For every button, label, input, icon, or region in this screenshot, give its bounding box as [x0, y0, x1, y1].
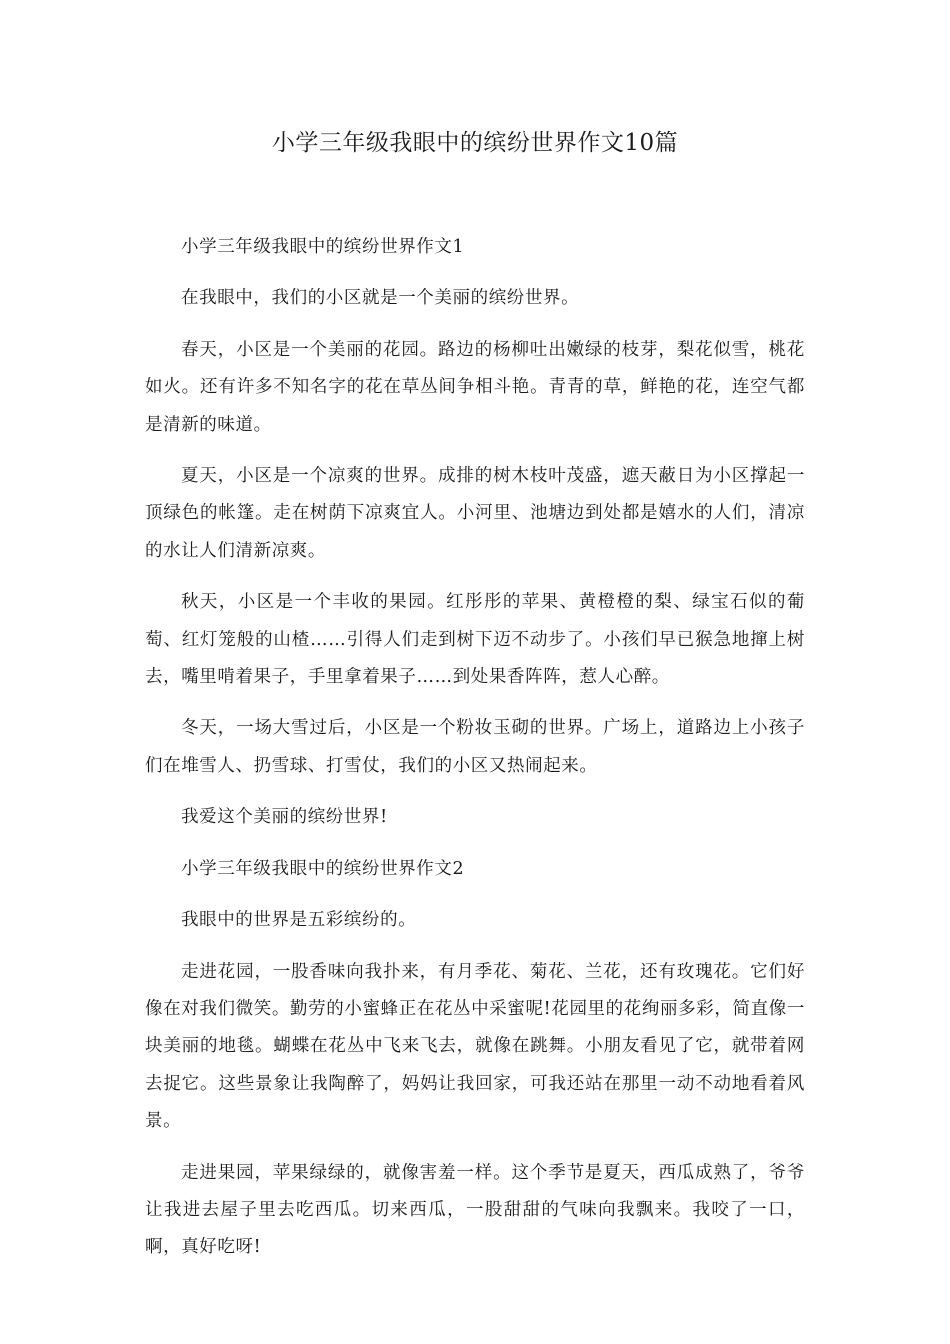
- section-heading: 小学三年级我眼中的缤纷世界作文1: [181, 237, 465, 257]
- body-paragraph: 夏天，小区是一个凉爽的世界。成排的树木枝叶茂盛，遮天蔽日为小区撑起一顶绿色的帐篷。走在树荫下凉爽宜人。小河里、池塘边到处都是嬉水的人们，清凉的水让人们清新凉爽。: [145, 466, 805, 561]
- body-paragraph: 走进果园，苹果绿绿的，就像害羞一样。这个季节是夏天，西瓜成熟了，爷爷让我进去屋子里去吃西瓜。切来西瓜，一股甜甜的气味向我飘来。我咬了一口，啊，真好吃呀!: [145, 1162, 805, 1258]
- body-paragraph: 我爱这个美丽的缤纷世界!: [181, 807, 388, 828]
- section-heading: 小学三年级我眼中的缤纷世界作文2: [181, 858, 465, 879]
- body-paragraph: 春天，小区是一个美丽的花园。路边的杨柳吐出嫩绿的枝芽，梨花似雪，桃花如火。还有许多不知名字的花在草丛间争相斗艳。青青的草，鲜艳的花，连空气都是清新的味道。: [145, 339, 805, 435]
- body-paragraph: 我眼中的世界是五彩缤纷的。: [181, 910, 417, 931]
- document-body: [145, 229, 805, 1281]
- body-paragraph: 冬天，一场大雪过后，小区是一个粉妆玉砌的世界。广场上，道路边上小孩子们在堆雪人、扔雪球、打雪仗，我们的小区又热闹起来。: [145, 718, 805, 776]
- body-paragraph: 在我眼中，我们的小区就是一个美丽的缤纷世界。: [181, 288, 580, 309]
- body-paragraph: 走进花园，一股香味向我扑来，有月季花、菊花、兰花，还有玫瑰花。它们好像在对我们微笑。勤劳的小蜜蜂正在花丛中采蜜呢!花园里的花绚丽多彩，简直像一块美丽的地毯。蝴蝶在花丛中飞来飞去，就像在跳舞。小朋友看见了它，就带着网去捉它。这些景象让我陶醉了，妈妈让我回家，可我还站在那里一动不动地看着风景。: [145, 961, 805, 1132]
- document-title: 小学三年级我眼中的缤纷世界作文10篇: [271, 130, 679, 156]
- body-paragraph: 秋天，小区是一个丰收的果园。红彤彤的苹果、黄橙橙的梨、绿宝石似的葡萄、红灯笼般的山楂……引得人们走到树下迈不动步了。小孩们早已猴急地撺上树去，嘴里啃着果子，手里拿着果子……到处果香阵阵，惹人心醉。: [145, 592, 805, 688]
